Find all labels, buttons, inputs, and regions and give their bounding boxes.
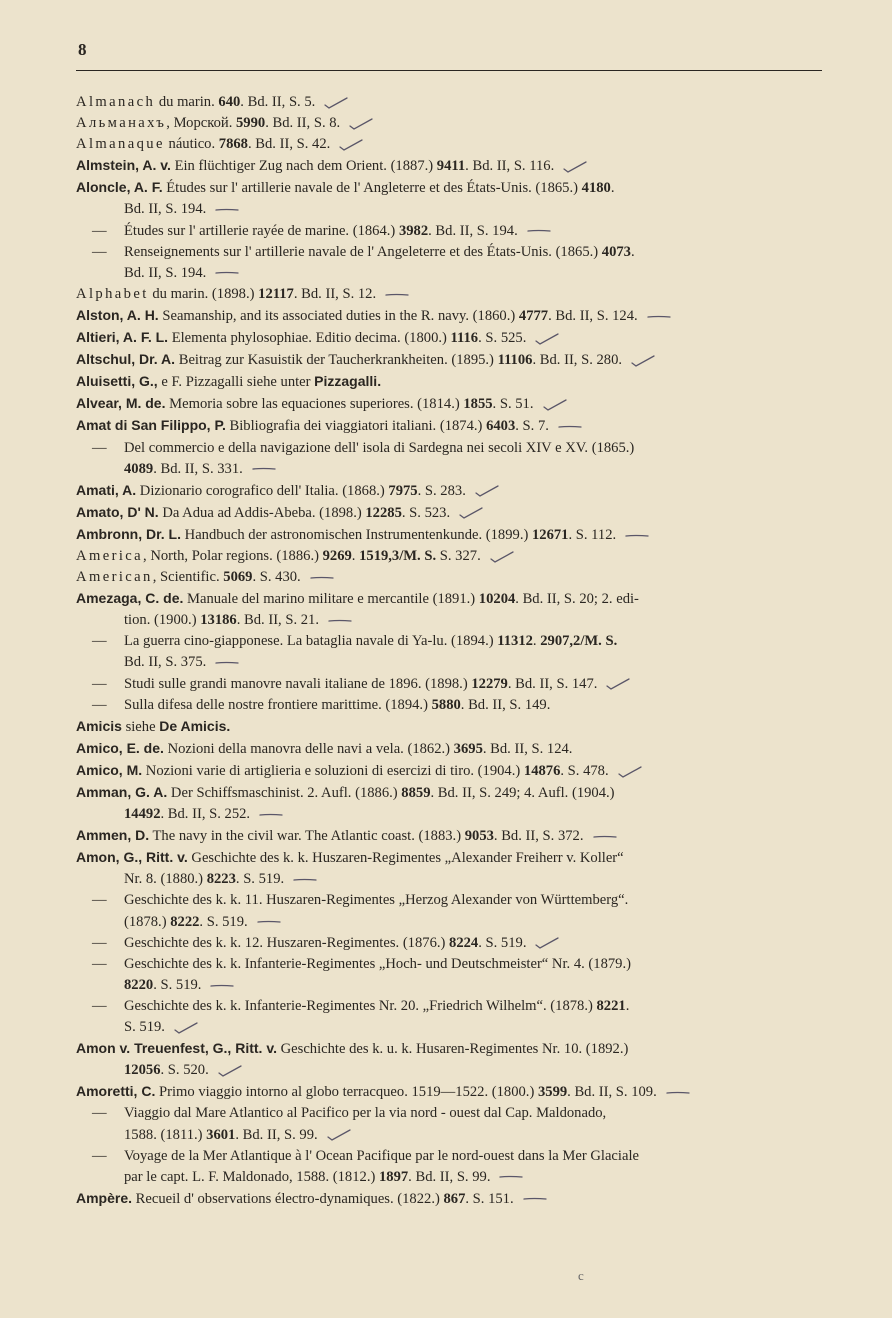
catalog-entry bbox=[76, 502, 822, 524]
entry-author: Amico, M. bbox=[76, 761, 143, 778]
entry-continuation bbox=[76, 804, 794, 825]
entry-number: 10204 bbox=[478, 591, 516, 608]
entry-author: American bbox=[76, 569, 153, 586]
entry-number: 3982 bbox=[398, 222, 429, 239]
entry-title: Beitrag zur Kasuistik der Taucherkrankheiten. (1895.) bbox=[175, 352, 498, 369]
entry-cont-pre: 1588. (1811.) bbox=[124, 1126, 207, 1143]
entry-cont-ref: Bd. II, S. 375. bbox=[124, 654, 207, 671]
catalog-entry bbox=[76, 349, 822, 371]
entry-cont-ref: Bd. II, S. 194. bbox=[124, 201, 207, 218]
entry-title: Geschichte des k. k. Infanterie-Regimentes „Hoch- und Deutschmeister“ Nr. 4. (1879.) bbox=[124, 955, 631, 972]
catalog-entry bbox=[76, 415, 822, 437]
entry-author-bold bbox=[76, 784, 167, 800]
catalog-entry bbox=[76, 588, 822, 631]
entry-continuation bbox=[76, 199, 794, 220]
entry-number: 7868 bbox=[218, 136, 248, 153]
entry-title: Geschichte des k. k. Infanterie-Regimentes Nr. 20. „Friedrich Wilhelm“. (1878.) bbox=[124, 997, 597, 1014]
check-mark-icon bbox=[534, 332, 560, 346]
entry-title: Studi sulle grandi manovre navali italiane de 1896. (1898.) bbox=[124, 675, 472, 692]
entry-number: 4180 bbox=[581, 180, 611, 197]
entry-title: Bibliografia dei viaggiatori italiani. (1874.) bbox=[225, 418, 487, 435]
catalog-entry bbox=[76, 1188, 822, 1210]
entry-author: Amman, G. A. bbox=[76, 784, 168, 800]
entry-dash: — bbox=[92, 934, 107, 951]
catalog-entry bbox=[76, 155, 822, 177]
entry-author: Amoretti, C. bbox=[76, 1083, 156, 1100]
entry-number: 12279 bbox=[471, 675, 508, 692]
dash-mark-icon bbox=[251, 462, 277, 476]
catalog-entry bbox=[76, 738, 822, 760]
entry-author: Альманахъ bbox=[76, 115, 167, 132]
entry-title: Études sur l' artillerie rayée de marine. (1864.) bbox=[124, 222, 399, 239]
catalog-entry bbox=[76, 890, 822, 932]
entry-continuation bbox=[92, 263, 794, 284]
entry-dash: — bbox=[92, 997, 107, 1014]
entry-cont-number: 8220 bbox=[124, 976, 154, 993]
entry-number: 12285 bbox=[365, 504, 402, 521]
catalog-entry bbox=[76, 177, 822, 220]
entry-ref: . Bd. II, S. 194. bbox=[428, 222, 518, 239]
check-mark-icon bbox=[173, 1021, 199, 1035]
entry-number: 5990 bbox=[236, 115, 266, 132]
entry-title: Sulla difesa delle nostre frontiere marittime. (1894.) bbox=[124, 696, 432, 713]
catalog-entry bbox=[76, 933, 822, 954]
entry-cont-number: 4089 bbox=[124, 460, 154, 477]
entry-see-ref bbox=[314, 373, 381, 389]
entry-cont-pre: par le capt. L. F. Maldonado, 1588. (1812.) bbox=[124, 1168, 379, 1185]
entry-author: Amico, E. de. bbox=[76, 739, 164, 756]
entry-see-ref-text: Pizzagalli. bbox=[314, 373, 382, 390]
entry-author-bold bbox=[76, 417, 226, 433]
entry-author: Amicis bbox=[76, 717, 122, 734]
catalog-entry bbox=[76, 221, 822, 242]
entry-title: náutico. bbox=[164, 136, 219, 153]
entry-author: Alston, A. H. bbox=[76, 306, 159, 323]
entry-ref: . Bd. II, S. 149. bbox=[460, 696, 551, 713]
entry-author-bold bbox=[76, 179, 163, 195]
entry-title: siehe bbox=[121, 718, 160, 735]
entry-ref: . S. 112. bbox=[568, 526, 617, 543]
entry-cont-ref: . Bd. II, S. 331. bbox=[153, 460, 243, 477]
entry-title: Dizionario corografico dell' Italia. (1868.) bbox=[136, 482, 389, 499]
dash-mark-icon bbox=[646, 310, 672, 324]
entry-cont-ref: S. 519. bbox=[124, 1019, 165, 1036]
entry-ref: . S. 478. bbox=[560, 762, 609, 779]
entry-author: Amati, A. bbox=[76, 481, 137, 498]
entry-cont-ref: . Bd. II, S. 99. bbox=[408, 1168, 491, 1185]
entry-ref: . bbox=[351, 547, 360, 564]
entry-author: Alvear, M. de. bbox=[76, 395, 166, 412]
entry-number: 3599 bbox=[537, 1084, 568, 1101]
entry-author-bold bbox=[76, 1040, 277, 1056]
entry-title: Primo viaggio intorno al globo terracqueo. 1519—1522. (1800.) bbox=[155, 1084, 538, 1101]
dash-mark-icon bbox=[209, 979, 235, 993]
entry-ref: . bbox=[532, 633, 541, 650]
check-mark-icon bbox=[562, 160, 588, 174]
dash-mark-icon bbox=[327, 614, 353, 628]
entry-continuation bbox=[76, 610, 794, 631]
entry-number: 8221 bbox=[596, 997, 626, 1014]
catalog-entry bbox=[76, 284, 822, 305]
entry-ref: . S. 525. bbox=[478, 330, 527, 347]
entry-cont-pre: (1878.) bbox=[124, 913, 171, 930]
entry-author-bold bbox=[76, 504, 159, 520]
entry-number: 12671 bbox=[531, 526, 569, 543]
entry-number: 11312 bbox=[497, 633, 533, 650]
catalog-entry bbox=[76, 134, 822, 155]
entry-cont-number: 12056 bbox=[124, 1062, 161, 1079]
entry-cont-ref: . Bd. II, S. 99. bbox=[235, 1126, 318, 1143]
entry-title: Recueil d' observations électro-dynamiques. (1822.) bbox=[132, 1190, 444, 1207]
catalog-entry bbox=[76, 954, 822, 996]
dash-mark-icon bbox=[256, 915, 282, 929]
entry-continuation bbox=[92, 1167, 794, 1188]
entry-dash: — bbox=[92, 1105, 107, 1122]
catalog-entry bbox=[76, 113, 822, 134]
entry-ref: . Bd. II, S. 109. bbox=[567, 1084, 657, 1101]
dash-mark-icon bbox=[557, 420, 583, 434]
entry-ref2: S. 327. bbox=[436, 547, 481, 564]
entry-number: 7975 bbox=[388, 482, 418, 499]
entry-number: 12117 bbox=[258, 285, 294, 302]
entry-cont-ref: . S. 519. bbox=[153, 976, 202, 993]
entry-author: Alphabet bbox=[76, 285, 149, 302]
dash-mark-icon bbox=[214, 203, 240, 217]
entry-author: Ambronn, Dr. L. bbox=[76, 525, 181, 542]
entry-continuation bbox=[92, 652, 794, 673]
catalog-entry bbox=[76, 760, 822, 782]
entry-cont-ref: . S. 519. bbox=[199, 913, 248, 930]
entry-ref: . Bd. II, S. 20; 2. edi- bbox=[515, 591, 639, 608]
entry-author: America bbox=[76, 547, 144, 564]
entry-author-bold bbox=[76, 329, 168, 345]
entry-author-bold bbox=[76, 373, 158, 389]
entry-number: 5880 bbox=[431, 696, 461, 713]
check-mark-icon bbox=[338, 138, 364, 152]
entry-title: La guerra cino-giapponese. La bataglia navale di Ya-lu. (1894.) bbox=[124, 633, 498, 650]
entry-author-bold bbox=[76, 590, 183, 606]
entry-see-ref-text: De Amicis. bbox=[159, 717, 231, 734]
entry-number: 640 bbox=[218, 94, 241, 110]
catalog-entry bbox=[76, 674, 822, 695]
entry-title: Memoria sobre las equaciones superiores. (1814.) bbox=[165, 396, 464, 413]
entry-cont-ref: Bd. II, S. 194. bbox=[124, 264, 207, 281]
entry-author-bold bbox=[76, 395, 165, 411]
entry-continuation bbox=[92, 975, 794, 996]
check-mark-icon bbox=[605, 677, 631, 691]
entry-number: 9053 bbox=[464, 828, 494, 845]
page-number: 8 bbox=[78, 40, 87, 59]
entry-ref: . S. 519. bbox=[478, 934, 527, 951]
entry-title: Manuale del marino militare e mercantile (1891.) bbox=[183, 591, 479, 608]
entry-ref: . S. 430. bbox=[252, 569, 301, 586]
catalog-entry bbox=[76, 371, 822, 393]
entry-author-bold bbox=[76, 1190, 132, 1206]
entry-author: Amato, D' N. bbox=[76, 503, 159, 520]
entry-ref: . Bd. II, S. 147. bbox=[507, 675, 598, 692]
entry-title: , Scientific. bbox=[152, 569, 224, 586]
entry-cont-number: 8223 bbox=[206, 871, 236, 888]
dash-mark-icon bbox=[384, 288, 410, 302]
entry-dash: — bbox=[92, 696, 107, 713]
check-mark-icon bbox=[534, 936, 560, 950]
entry-title: Nozioni varie di artiglieria e soluzioni di esercizi di tiro. (1904.) bbox=[142, 762, 524, 779]
entry-title: Ein flüchtiger Zug nach dem Orient. (1887.) bbox=[170, 158, 437, 175]
entry-author: Altieri, A. F. L. bbox=[76, 329, 169, 346]
entry-number: 9269 bbox=[322, 547, 352, 564]
entry-title: Del commercio e della navigazione dell' isola di Sardegna nei secoli XIV e XV. (1865.) bbox=[124, 439, 635, 456]
catalog-entry bbox=[76, 393, 822, 415]
check-mark-icon bbox=[542, 398, 568, 412]
entry-dash: — bbox=[92, 633, 107, 650]
catalog-entry bbox=[76, 327, 822, 349]
dash-mark-icon bbox=[624, 529, 650, 543]
catalog-entry bbox=[76, 1038, 822, 1081]
entry-shelfmark: 2907,2/M. S. bbox=[540, 633, 618, 650]
entry-ref: . bbox=[630, 243, 635, 260]
entry-title: Da Adua ad Addis-Abeba. (1898.) bbox=[158, 504, 366, 521]
entry-author: Almanach bbox=[76, 94, 156, 110]
entry-ref: . Bd. II, S. 124. bbox=[482, 740, 573, 757]
entry-ref: . Bd. II, S. 372. bbox=[493, 828, 584, 845]
entry-ref: . Bd. II, S. 12. bbox=[293, 285, 377, 302]
check-mark-icon bbox=[217, 1064, 243, 1078]
entry-author-bold bbox=[76, 762, 142, 778]
dash-mark-icon bbox=[214, 656, 240, 670]
catalog-entry bbox=[76, 242, 822, 284]
entry-ref: . S. 283. bbox=[417, 482, 466, 499]
dash-mark-icon bbox=[526, 224, 552, 238]
entry-continuation bbox=[76, 869, 794, 890]
entry-author: Almanaque bbox=[76, 136, 165, 153]
entry-see-ref bbox=[159, 718, 230, 734]
entry-ref: . bbox=[625, 997, 630, 1014]
check-mark-icon bbox=[323, 96, 349, 110]
entry-author-bold bbox=[76, 849, 188, 865]
catalog-entries bbox=[76, 92, 822, 1210]
catalog-entry bbox=[76, 716, 822, 738]
check-mark-icon bbox=[630, 354, 656, 368]
entry-title: Voyage de la Mer Atlantique à l' Ocean Pacifique par le nord-ouest dans la Mer Glaciale bbox=[124, 1147, 639, 1164]
entry-author: Amon, G., Ritt. v. bbox=[76, 849, 188, 866]
entry-number: 9411 bbox=[436, 158, 466, 175]
entry-author: Ammen, D. bbox=[76, 827, 150, 844]
catalog-entry bbox=[76, 631, 822, 673]
entry-continuation bbox=[92, 1125, 794, 1146]
entry-ref: . Bd. II, S. 116. bbox=[465, 158, 555, 175]
catalog-entry bbox=[76, 438, 822, 480]
catalog-entry bbox=[76, 1103, 822, 1145]
entry-title: Études sur l' artillerie navale de l' Angleterre et des États-Unis. (1865.) bbox=[162, 180, 582, 197]
entry-cont-number: 1897 bbox=[378, 1168, 409, 1185]
catalog-entry bbox=[76, 305, 822, 327]
entry-dash: — bbox=[92, 955, 107, 972]
check-mark-icon bbox=[326, 1128, 352, 1142]
entry-cont-number: 13186 bbox=[200, 612, 237, 629]
check-mark-icon bbox=[489, 550, 515, 564]
entry-ref: . Bd. II, S. 249; 4. Aufl. (1904.) bbox=[430, 785, 615, 801]
catalog-entry bbox=[76, 567, 822, 588]
entry-dash: — bbox=[92, 675, 107, 692]
entry-title: Geschichte des k. k. 12. Huszaren-Regimentes. (1876.) bbox=[124, 934, 450, 951]
catalog-entry bbox=[76, 92, 822, 113]
entry-ref: . S. 151. bbox=[465, 1190, 514, 1207]
entry-title: du marin. (1898.) bbox=[148, 285, 259, 302]
check-mark-icon bbox=[348, 117, 374, 131]
entry-title: Nozioni della manovra delle navi a vela. (1862.) bbox=[163, 740, 454, 757]
entry-cont-ref: . Bd. II, S. 21. bbox=[236, 612, 319, 629]
entry-author: Amon v. Treuenfest, G., Ritt. v. bbox=[76, 1040, 277, 1057]
entry-number: 11106 bbox=[497, 352, 533, 369]
entry-author-bold bbox=[76, 1083, 155, 1099]
check-mark-icon bbox=[474, 484, 500, 498]
entry-author-bold bbox=[76, 351, 175, 367]
entry-ref: . Bd. II, S. 124. bbox=[548, 307, 638, 324]
entry-title: Seamanship, and its associated duties in the R. navy. (1860.) bbox=[158, 307, 519, 324]
entry-author-bold bbox=[76, 526, 181, 542]
entry-ref: . Bd. II, S. 42. bbox=[247, 136, 331, 153]
entry-cont-number: 14492 bbox=[124, 806, 161, 823]
entry-continuation bbox=[92, 912, 794, 933]
entry-title: Geschichte des k. k. 11. Huszaren-Regimentes „Herzog Alexander von Württemberg“. bbox=[124, 892, 629, 909]
entry-ref: . S. 7. bbox=[515, 418, 549, 435]
entry-continuation bbox=[92, 1017, 794, 1038]
entry-shelfmark: 1519,3/M. S. bbox=[359, 547, 437, 564]
catalog-entry bbox=[76, 546, 822, 567]
entry-title: , North, Polar regions. (1886.) bbox=[143, 547, 323, 564]
check-mark-icon bbox=[617, 765, 643, 779]
entry-title: Renseignements sur l' artillerie navale de l' Angeleterre et des États-Unis. (1865.) bbox=[124, 243, 602, 260]
entry-cont-ref: . S. 519. bbox=[235, 871, 285, 888]
dash-mark-icon bbox=[665, 1086, 691, 1100]
entry-author: Amezaga, C. de. bbox=[76, 590, 184, 607]
entry-dash: — bbox=[92, 1147, 107, 1164]
entry-number: 14876 bbox=[523, 762, 561, 779]
catalog-entry bbox=[76, 695, 822, 716]
entry-title: , Морской. bbox=[166, 115, 236, 132]
entry-dash: — bbox=[92, 222, 107, 239]
entry-ref: . bbox=[610, 180, 615, 197]
entry-continuation bbox=[92, 459, 794, 480]
catalog-entry bbox=[76, 996, 822, 1038]
entry-continuation bbox=[76, 1060, 794, 1081]
header-rule bbox=[76, 70, 822, 71]
entry-title: Geschichte des k. u. k. Husaren-Regimentes Nr. 10. (1892.) bbox=[276, 1041, 629, 1058]
catalog-entry bbox=[76, 847, 822, 890]
entry-title: Handbuch der astronomischen Instrumentenkunde. (1899.) bbox=[181, 526, 532, 543]
entry-author-bold bbox=[76, 827, 149, 843]
entry-number: 5069 bbox=[223, 569, 253, 586]
entry-author: Altschul, Dr. A. bbox=[76, 351, 176, 368]
catalog-entry bbox=[76, 825, 822, 847]
entry-cont-ref: . Bd. II, S. 252. bbox=[160, 806, 251, 823]
entry-number: 4073 bbox=[601, 243, 631, 260]
entry-author: Ampère. bbox=[76, 1189, 133, 1206]
entry-ref: . Bd. II, S. 5. bbox=[240, 94, 316, 110]
dash-mark-icon bbox=[498, 1170, 524, 1184]
entry-title: Viaggio dal Mare Atlantico al Pacifico per la via nord - ouest dal Cap. Maldonado, bbox=[124, 1105, 607, 1122]
entry-number: 867 bbox=[443, 1190, 466, 1207]
entry-author: Aloncle, A. F. bbox=[76, 179, 163, 196]
entry-dash: — bbox=[92, 243, 107, 260]
entry-ref: . Bd. II, S. 280. bbox=[532, 352, 623, 369]
entry-author: Almstein, A. v. bbox=[76, 157, 171, 174]
entry-ref: . S. 51. bbox=[492, 396, 534, 413]
entry-author-bold bbox=[76, 740, 164, 756]
entry-cont-ref: . S. 520. bbox=[160, 1062, 209, 1079]
dash-mark-icon bbox=[214, 266, 240, 280]
catalog-entry bbox=[76, 782, 822, 825]
catalog-entry bbox=[76, 480, 822, 502]
entry-dash: — bbox=[92, 892, 107, 909]
entry-author-bold bbox=[76, 157, 171, 173]
entry-number: 1855 bbox=[463, 396, 493, 413]
entry-author-bold bbox=[76, 718, 122, 734]
entry-author: Amat di San Filippo, P. bbox=[76, 417, 226, 434]
entry-author-bold bbox=[76, 307, 159, 323]
catalog-entry bbox=[76, 524, 822, 546]
entry-dash: — bbox=[92, 439, 107, 456]
entry-author: Aluisetti, G., bbox=[76, 373, 158, 390]
entry-cont-pre: tion. (1900.) bbox=[124, 612, 201, 629]
catalog-entry bbox=[76, 1081, 822, 1103]
entry-title: Elementa phylosophiae. Editio decima. (1800.) bbox=[168, 330, 451, 347]
entry-number: 3695 bbox=[453, 740, 483, 757]
entry-number: 8224 bbox=[449, 934, 479, 951]
dash-mark-icon bbox=[292, 873, 318, 887]
dash-mark-icon bbox=[309, 571, 335, 585]
entry-title: Geschichte des k. k. Huszaren-Regimentes „Alexander Freiherr v. Koller“ bbox=[187, 850, 624, 867]
entry-number: 4777 bbox=[518, 307, 549, 324]
entry-author-bold bbox=[76, 482, 136, 498]
dash-mark-icon bbox=[522, 1192, 548, 1206]
entry-title: du marin. bbox=[155, 94, 219, 110]
entry-title: e F. Pizzagalli siehe unter bbox=[157, 374, 315, 391]
entry-number: 1116 bbox=[450, 330, 479, 347]
check-mark-icon bbox=[458, 506, 484, 520]
entry-number: 6403 bbox=[486, 418, 516, 435]
entry-cont-pre: Nr. 8. (1880.) bbox=[124, 871, 207, 888]
entry-title: Der Schiffsmaschinist. 2. Aufl. (1886.) bbox=[167, 785, 402, 801]
entry-title: The navy in the civil war. The Atlantic coast. (1883.) bbox=[149, 828, 465, 845]
dash-mark-icon bbox=[258, 808, 284, 822]
entry-cont-number: 3601 bbox=[206, 1126, 236, 1143]
footer-mark: c bbox=[578, 1268, 584, 1283]
catalog-entry bbox=[76, 1146, 822, 1188]
entry-ref: . Bd. II, S. 8. bbox=[265, 115, 341, 132]
entry-ref: . S. 523. bbox=[401, 504, 451, 521]
entry-cont-number: 8222 bbox=[170, 913, 200, 930]
dash-mark-icon bbox=[592, 830, 618, 844]
entry-number: 8859 bbox=[401, 785, 431, 801]
